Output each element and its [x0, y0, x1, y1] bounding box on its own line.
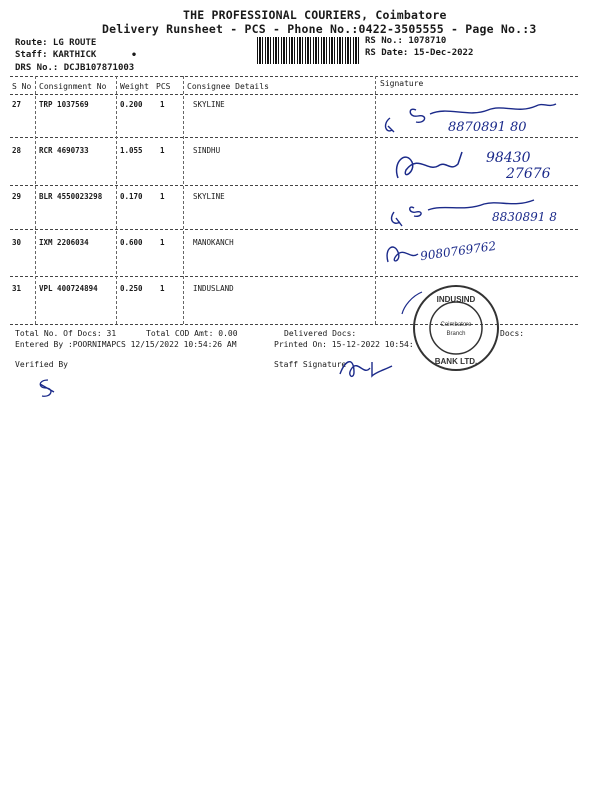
row-consignee: INDUSLAND — [193, 284, 234, 293]
verifier-signature — [30, 374, 60, 404]
handwritten-number: 98430 — [486, 150, 531, 166]
printed-on: Printed On: 15-12-2022 10:54: — [274, 340, 414, 349]
row-pcs: 1 — [160, 192, 165, 201]
row-weight: 0.200 — [120, 100, 143, 109]
col-divider — [35, 76, 36, 324]
svg-text:INDUSIND: INDUSIND — [436, 295, 476, 304]
col-divider — [116, 76, 117, 324]
row-consignee: MANOKANCH — [193, 238, 234, 247]
row-sno: 29 — [12, 192, 22, 201]
drs-label: DRS No.: DCJB107871003 — [15, 63, 135, 73]
col-divider — [183, 76, 184, 324]
undelivered-docs: Docs: — [500, 329, 525, 338]
row-sno: 27 — [12, 100, 22, 109]
row-consignee: SINDHU — [193, 146, 221, 155]
verified-by: Verified By — [15, 360, 68, 369]
total-cod: Total COD Amt: 0.00 — [146, 329, 238, 338]
route-label: Route: LG ROUTE — [15, 38, 97, 48]
row-weight: 0.600 — [120, 238, 143, 247]
row-weight: 0.170 — [120, 192, 143, 201]
company-title: THE PROFESSIONAL COURIERS, Coimbatore — [183, 8, 447, 22]
handwritten-number: 8830891 8 — [492, 210, 557, 224]
barcode — [257, 37, 359, 64]
staff-signature — [336, 354, 396, 382]
row-consignee: SKYLINE — [193, 100, 225, 109]
row-consignment: BLR 4550023298 — [39, 192, 103, 201]
svg-text:Branch: Branch — [446, 331, 466, 337]
row-consignee: SKYLINE — [193, 192, 225, 201]
handwritten-number: 27676 — [506, 166, 551, 182]
col-header-weight: Weight — [120, 82, 149, 91]
row-divider — [10, 276, 578, 277]
row-sno: 31 — [12, 284, 22, 293]
col-header-pcs: PCS — [156, 82, 171, 91]
delivered-docs: Delivered Docs: — [284, 329, 357, 338]
table-top-rule — [10, 76, 578, 77]
runsheet-subtitle: Delivery Runsheet - PCS - Phone No.:0422-3505555 - Page No.:3 — [102, 22, 537, 36]
row-consignment: TRP 1037569 — [39, 100, 89, 109]
row-weight: 1.055 — [120, 146, 143, 155]
row-consignment: VPL 400724894 — [39, 284, 98, 293]
row-divider — [10, 185, 578, 186]
svg-text:Coimbatore: Coimbatore — [440, 322, 472, 328]
col-header-sno: S No — [12, 82, 32, 91]
row-pcs: 1 — [160, 146, 165, 155]
staff-label: Staff: KARTHICK — [15, 50, 97, 60]
row-sno: 28 — [12, 146, 22, 155]
col-header-consignee: Consignee Details — [187, 82, 269, 91]
entered-by: Entered By :POORNIMAPCS 12/15/2022 10:54:26 AM — [15, 340, 237, 349]
col-header-signature: Signature — [380, 79, 424, 88]
row-consignment: IXM 2206034 — [39, 238, 89, 247]
dot-mark: • — [131, 50, 138, 61]
rs-number: RS No.: 1078710 — [365, 36, 447, 46]
row-sno: 30 — [12, 238, 22, 247]
col-header-consignment: Consignment No — [39, 82, 107, 91]
table-header-rule — [10, 94, 578, 95]
staff-signature-label: Staff Signature — [274, 360, 347, 369]
col-divider — [375, 76, 376, 324]
row-pcs: 1 — [160, 284, 165, 293]
rs-date: RS Date: 15-Dec-2022 — [365, 48, 474, 58]
row-weight: 0.250 — [120, 284, 143, 293]
handwritten-number: 8870891 80 — [448, 120, 527, 135]
stamp-signature — [398, 288, 428, 318]
row-consignment: RCR 4690733 — [39, 146, 89, 155]
row-pcs: 1 — [160, 100, 165, 109]
svg-text:BANK LTD.: BANK LTD. — [434, 357, 478, 366]
signature-row-28 — [388, 142, 478, 186]
row-pcs: 1 — [160, 238, 165, 247]
handwritten-number: 9080769762 — [419, 238, 497, 264]
total-docs: Total No. Of Docs: 31 — [15, 329, 117, 338]
